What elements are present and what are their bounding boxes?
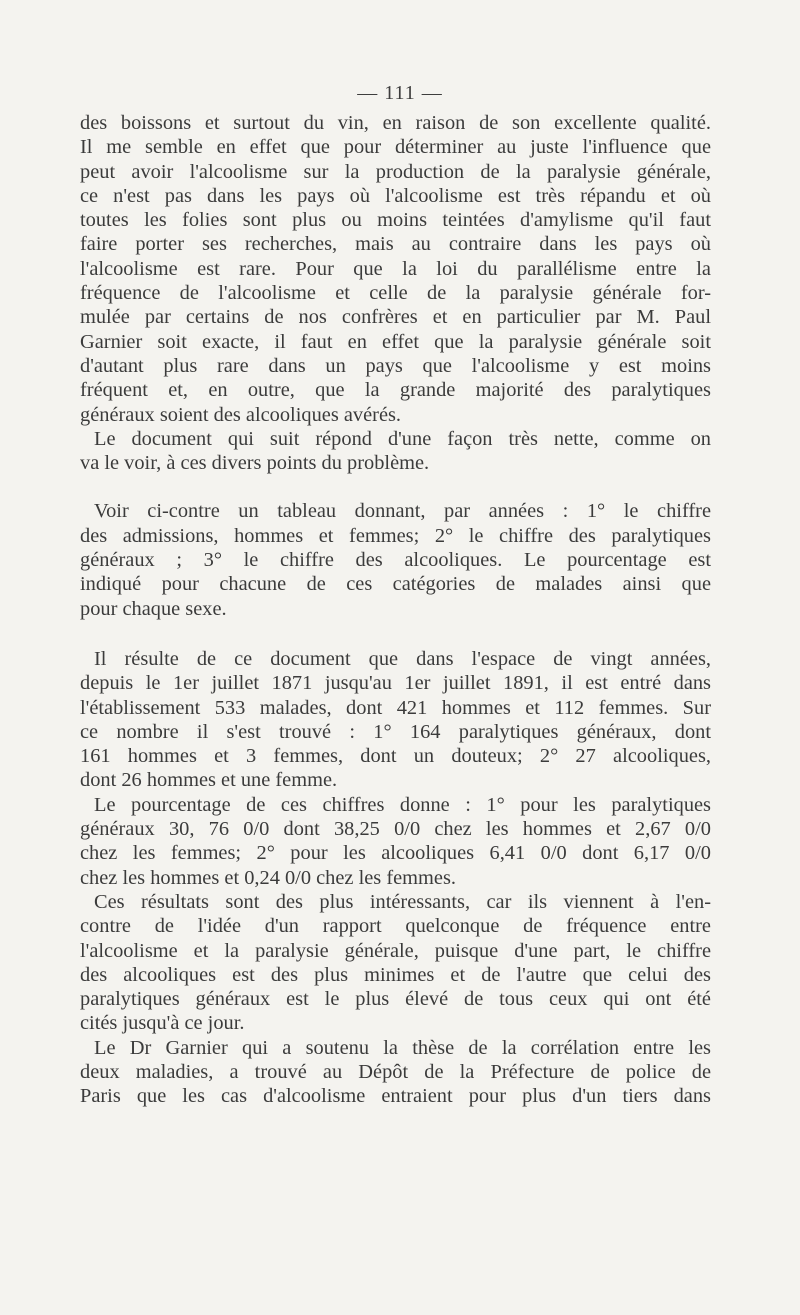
text-line: pour chaque sexe. xyxy=(80,597,227,620)
text-line: mulée par certains de nos confrères et en particulier par M. Paul xyxy=(80,306,711,329)
text-line: faire porter ses recherches, mais au contraire dans les pays où xyxy=(80,233,711,256)
text-line: l'alcoolisme est rare. Pour que la loi du parallélisme entre la xyxy=(80,257,711,280)
text-line: fréquence de l'alcoolisme et celle de la paralysie générale for- xyxy=(80,282,711,305)
text-line: Il me semble en effet que pour déterminer au juste l'influence que xyxy=(80,136,711,159)
body-text xyxy=(80,111,711,1109)
text-line: des alcooliques est des plus minimes et de l'autre que celui des xyxy=(80,963,711,986)
text-line: contre de l'idée d'un rapport quelconque de fréquence entre xyxy=(80,915,711,938)
text-line: l'alcoolisme et la paralysie générale, puisque d'une part, le chiffre xyxy=(80,939,711,962)
text-line: fréquent et, en outre, que la grande majorité des paralytiques xyxy=(80,379,711,402)
text-line: toutes les folies sont plus ou moins teintées d'amylisme qu'il faut xyxy=(80,209,711,232)
text-line: Il résulte de ce document que dans l'espace de vingt années, xyxy=(94,647,711,670)
text-line: Le document qui suit répond d'une façon très nette, comme on xyxy=(94,427,711,450)
text-line: Paris que les cas d'alcoolisme entraient pour plus d'un tiers dans xyxy=(80,1085,711,1108)
text-line: ce n'est pas dans les pays où l'alcoolisme est très répandu et où xyxy=(80,184,711,207)
text-line: d'autant plus rare dans un pays que l'alcoolisme y est moins xyxy=(80,354,711,377)
text-line: Voir ci-contre un tableau donnant, par années : 1° le chiffre xyxy=(94,500,711,523)
text-line: Le Dr Garnier qui a soutenu la thèse de la corrélation entre les xyxy=(94,1036,711,1059)
text-line: ce nombre il s'est trouvé : 1° 164 paralytiques généraux, dont xyxy=(80,720,711,743)
text-line: deux maladies, a trouvé au Dépôt de la Préfecture de police de xyxy=(80,1060,711,1083)
text-line: va le voir, à ces divers points du problème. xyxy=(80,452,430,475)
text-line: Ces résultats sont des plus intéressants, car ils viennent à l'en- xyxy=(94,890,711,913)
text-line: paralytiques généraux est le plus élevé de tous ceux qui ont été xyxy=(80,988,711,1011)
text-line: depuis le 1er juillet 1871 jusqu'au 1er juillet 1891, il est entré dans xyxy=(80,672,711,695)
paragraph-4 xyxy=(80,647,711,793)
text-line: des boissons et surtout du vin, en raison de son excellente qualité. xyxy=(80,112,711,134)
text-line: 161 hommes et 3 femmes, dont un douteux; 2° 27 alcooliques, xyxy=(80,745,711,768)
text-line: peut avoir l'alcoolisme sur la production de la paralysie générale, xyxy=(80,160,711,183)
text-line: l'établissement 533 malades, dont 421 hommes et 112 femmes. Sur xyxy=(80,696,711,719)
text-line: chez les femmes; 2° pour les alcooliques 6,41 0/0 dont 6,17 0/0 xyxy=(80,842,711,865)
text-line: indiqué pour chacune de ces catégories de malades ainsi que xyxy=(80,573,711,596)
text-line: généraux soient des alcooliques avérés. xyxy=(80,403,402,426)
paragraph-3 xyxy=(80,499,711,620)
text-line: cités jusqu'à ce jour. xyxy=(80,1012,245,1035)
paragraph-1 xyxy=(80,111,711,427)
paragraph-2 xyxy=(80,427,711,476)
page-number: — 111 — xyxy=(357,82,443,104)
text-line: des admissions, hommes et femmes; 2° le chiffre des paralytiques xyxy=(80,524,711,547)
text-line: Garnier soit exacte, il faut en effet que la paralysie générale soit xyxy=(80,330,711,353)
text-line: généraux ; 3° le chiffre des alcooliques. Le pourcentage est xyxy=(80,549,711,572)
paragraph-7 xyxy=(80,1036,711,1109)
text-line: généraux 30, 76 0/0 dont 38,25 0/0 chez les hommes et 2,67 0/0 xyxy=(80,818,711,841)
text-line: chez les hommes et 0,24 0/0 chez les femmes. xyxy=(80,866,456,889)
text-line: Le pourcentage de ces chiffres donne : 1° pour les paralytiques xyxy=(94,793,711,816)
text-line: dont 26 hommes et une femme. xyxy=(80,769,338,792)
paragraph-6 xyxy=(80,890,711,1036)
paragraph-5 xyxy=(80,793,711,890)
